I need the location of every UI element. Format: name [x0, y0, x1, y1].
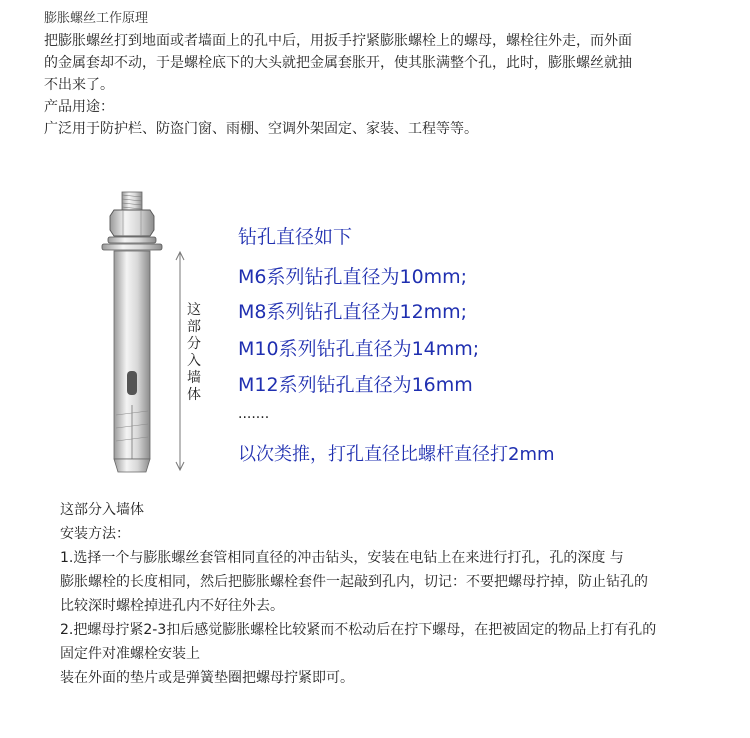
- install-line-6: 装在外面的垫片或是弹簧垫圈把螺母拧紧即可。: [60, 670, 354, 686]
- spec-row-m6: M6系列钻孔直径为10mm;: [238, 266, 468, 288]
- principle-line-2: 的金属套却不动，于是螺栓底下的大头就把金属套胀开，使其胀满整个孔，此时，膨胀螺丝就抽: [44, 55, 632, 71]
- spec-row-m10: M10系列钻孔直径为14mm;: [238, 338, 480, 360]
- install-heading: 安装方法：: [60, 526, 130, 542]
- install-line-3: 比较深时螺栓掉进孔内不好往外去。: [60, 598, 284, 614]
- principle-line-1: 把膨胀螺丝打到地面或者墙面上的孔中后，用扳手拧紧膨胀螺栓上的螺母，螺栓往外走，而外面: [44, 33, 632, 49]
- principle-heading: 膨胀螺丝工作原理: [44, 11, 149, 26]
- intro-section: [44, 8, 734, 140]
- spec-rule: 以次类推，打孔直径比螺杆直径打2mm: [238, 444, 555, 465]
- usage-heading: 产品用途：: [44, 99, 114, 115]
- wall-depth-label: 这部分入墙体: [187, 302, 201, 403]
- principle-line-3: 不出来了。: [44, 77, 114, 93]
- spec-ellipsis: .......: [238, 406, 270, 422]
- install-line-5: 固定件对准螺栓安装上: [60, 646, 200, 662]
- install-line-2: 膨胀螺栓的长度相同，然后把膨胀螺栓套件一起敲到孔内，切记：不要把螺母拧掉，防止钻孔的: [60, 574, 648, 590]
- install-section: [60, 498, 730, 690]
- wall-note: 这部分入墙体: [60, 502, 144, 518]
- install-line-1: 1.选择一个与膨胀螺丝套管相同直径的冲击钻头，安装在电钻上在来进行打孔，孔的深度 与: [60, 550, 624, 566]
- usage-text: 广泛用于防护栏、防盗门窗、雨棚、空调外架固定、家装、工程等等。: [44, 121, 478, 137]
- spec-row-m8: M8系列钻孔直径为12mm;: [238, 301, 468, 323]
- spec-row-m12: M12系列钻孔直径为16mm: [238, 374, 473, 396]
- spec-heading: 钻孔直径如下: [238, 226, 353, 248]
- install-line-4: 2.把螺母拧紧2-3扣后感觉膨胀螺栓比较紧而不松动后在拧下螺母，在把被固定的物品上打有孔的: [60, 622, 657, 638]
